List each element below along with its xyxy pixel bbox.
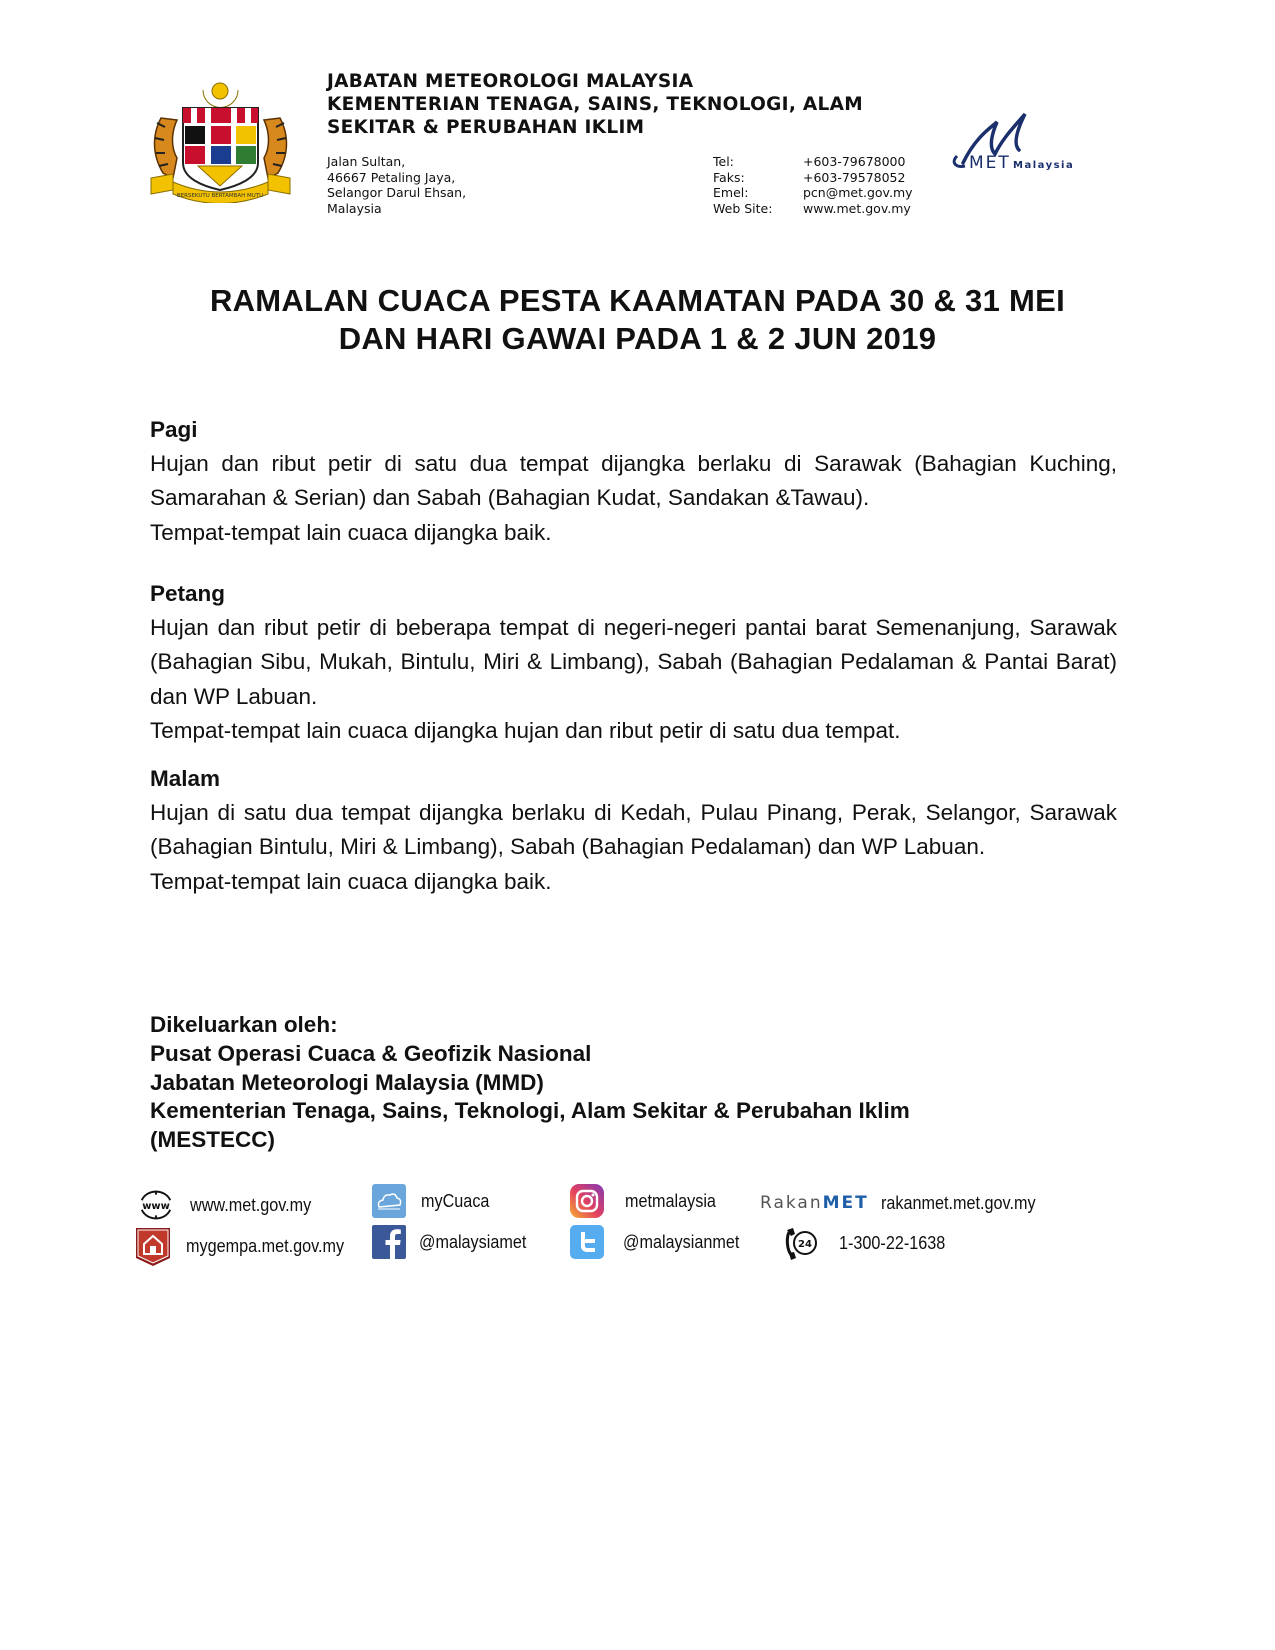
contact-table (713, 154, 913, 216)
contact-value: +603-79678000 (803, 154, 906, 169)
footer-facebook-link[interactable] (371, 1222, 538, 1262)
contact-row-email (713, 185, 913, 201)
section-text: Hujan dan ribut petir di satu dua tempat dijangka berlaku di Sarawak (Bahagian Kuching, Samarahan & Serian) dan Sabah (Bahagian Kudat, Sandakan &Tawau). (150, 451, 1117, 511)
instagram-text: metmalaysia (625, 1190, 716, 1211)
section-malam (150, 762, 1117, 899)
document-title-line-1: RAMALAN CUACA PESTA KAAMATAN PADA 30 & 31 MEI (209, 283, 1066, 318)
contact-label: Emel: (713, 185, 749, 200)
address-line: Malaysia (327, 200, 382, 216)
issuer-line: Kementerian Tenaga, Sains, Teknologi, Alam Sekitar & Perubahan Iklim (150, 1098, 910, 1124)
org-name-line-3: SEKITAR & PERUBAHAN IKLIM (327, 117, 645, 138)
met-logo-subtext: Malaysia (1013, 160, 1075, 171)
globe-www-icon (138, 1187, 174, 1223)
facebook-icon (371, 1224, 407, 1260)
footer-twitter-link[interactable] (569, 1222, 752, 1262)
cloud-app-icon (371, 1183, 407, 1219)
contact-value: pcn@met.gov.my (803, 185, 913, 200)
mygempa-house-icon (134, 1224, 172, 1268)
twitter-text: @malaysianmet (623, 1231, 740, 1252)
rakanmet-logo-part2: MET (822, 1193, 869, 1213)
address-line: 46667 Petaling Jaya, (327, 169, 456, 185)
rakanmet-text: rakanmet.met.gov.my (880, 1192, 1036, 1213)
section-heading: Petang (150, 581, 226, 606)
met-malaysia-logo (945, 108, 1095, 183)
instagram-icon (569, 1183, 605, 1219)
section-heading: Pagi (150, 417, 198, 442)
crest-motto: BERSEKUTU BERTAMBAH MUTU (176, 193, 264, 199)
issuer-line: Jabatan Meteorologi Malaysia (MMD) (150, 1069, 544, 1095)
address-line: Jalan Sultan, (327, 154, 406, 169)
address-block (327, 154, 466, 216)
section-note: Tempat-tempat lain cuaca dijangka baik. (150, 519, 552, 545)
facebook-text: @malaysiamet (419, 1231, 527, 1252)
issuer-block (150, 1011, 910, 1155)
issuer-line: Pusat Operasi Cuaca & Geofizik Nasional (150, 1040, 592, 1066)
hotline-text: 1-300-22-1638 (839, 1232, 946, 1253)
section-text: Hujan di satu dua tempat dijangka berlaku di Kedah, Pulau Pinang, Perak, Selangor, Sarawak (Bahagian Bintulu, Miri & Limbang), Sabah (Bahagian Pedalaman) dan WP Labuan. (150, 800, 1117, 860)
address-line: Selangor Darul Ehsan, (327, 185, 467, 200)
contact-row-tel (713, 154, 913, 170)
mycuaca-text: myCuaca (421, 1190, 490, 1211)
issuer-line: (MESTECC) (150, 1127, 275, 1153)
malaysia-coat-of-arms-logo (143, 78, 298, 203)
contact-value: www.met.gov.my (803, 200, 911, 216)
footer-website-link[interactable] (138, 1185, 325, 1225)
contact-label: Tel: (713, 154, 734, 169)
twitter-icon (569, 1224, 605, 1260)
footer-mygempa-link[interactable] (134, 1226, 362, 1266)
rakanmet-logo (760, 1193, 869, 1213)
footer-mycuaca-link[interactable] (371, 1181, 497, 1221)
section-pagi (150, 413, 1117, 550)
contact-row-fax (713, 170, 913, 186)
issuer-label: Dikeluarkan oleh: (150, 1012, 338, 1037)
footer-instagram-link[interactable] (569, 1181, 726, 1221)
document-title-line-2: DAN HARI GAWAI PADA 1 & 2 JUN 2019 (338, 321, 937, 356)
section-note: Tempat-tempat lain cuaca dijangka baik. (150, 868, 552, 894)
contact-row-website (713, 201, 913, 217)
footer-rakanmet-link[interactable] (760, 1183, 1052, 1223)
mygempa-text: mygempa.met.gov.my (186, 1235, 345, 1256)
hotline-24-phone-icon (781, 1223, 821, 1263)
org-name-line-2: KEMENTERIAN TENAGA, SAINS, TEKNOLOGI, ALAM (327, 94, 863, 115)
contact-label: Web Site: (713, 200, 773, 216)
section-heading: Malam (150, 766, 221, 791)
www-icon-text: www (142, 1200, 170, 1212)
section-petang (150, 577, 1117, 748)
rakanmet-logo-part1: Rakan (760, 1193, 823, 1213)
section-note: Tempat-tempat lain cuaca dijangka hujan dan ribut petir di satu dua tempat. (150, 717, 901, 743)
met-logo-text: MET (969, 153, 1011, 173)
contact-value: +603-79578052 (803, 169, 906, 185)
org-name-line-1: JABATAN METEOROLOGI MALAYSIA (327, 71, 694, 92)
website-text: www.met.gov.my (190, 1194, 312, 1215)
contact-label: Faks: (713, 169, 745, 185)
hotline-icon-text: 24 (798, 1239, 812, 1250)
footer-hotline-link[interactable] (781, 1223, 957, 1263)
section-text: Hujan dan ribut petir di beberapa tempat di negeri-negeri pantai barat Semenanjung, Sarawak (Bahagian Sibu, Mukah, Bintulu, Miri & Limbang), Sabah (Bahagian Pedalaman & Pantai Barat) dan WP Labuan. (150, 615, 1117, 709)
